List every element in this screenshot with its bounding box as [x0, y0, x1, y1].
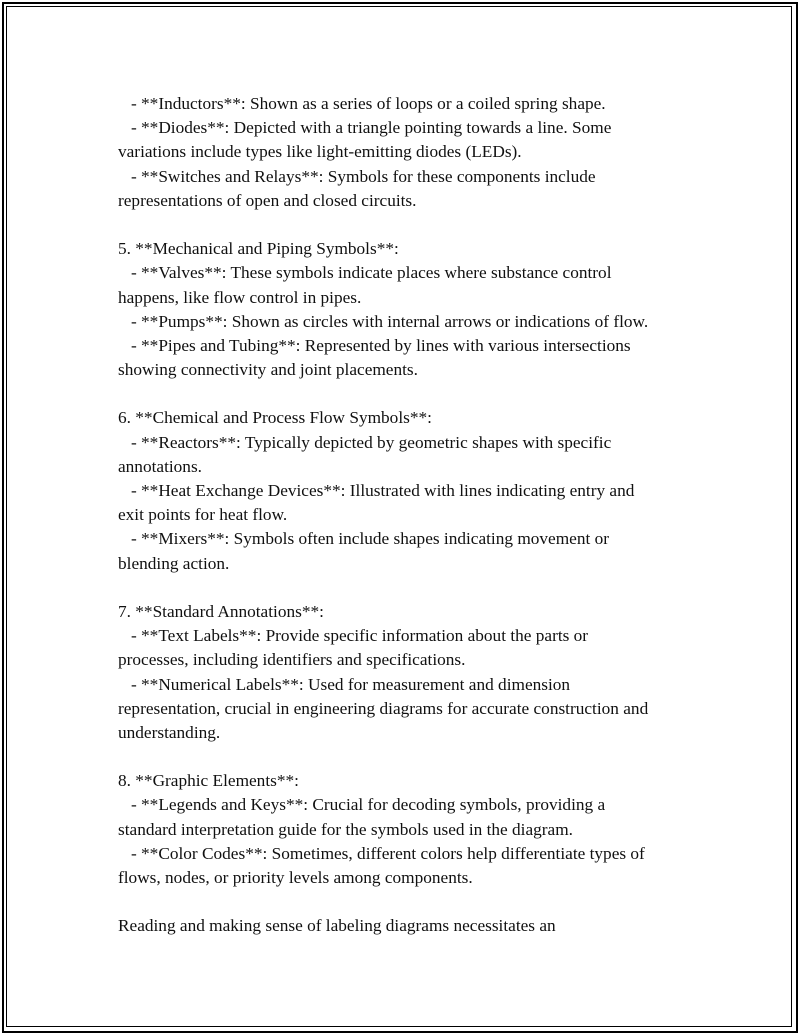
- text-line: representations of open and closed circuits.: [118, 190, 417, 210]
- text-line: processes, including identifiers and specifications.: [118, 650, 466, 670]
- text-line: happens, like flow control in pipes.: [118, 287, 362, 307]
- text-line: variations include types like light-emitting diodes (LEDs).: [118, 142, 522, 162]
- text-line: - **Valves**: These symbols indicate places where substance control: [118, 263, 612, 283]
- text-line: showing connectivity and joint placements.: [118, 360, 418, 380]
- blank-line: [118, 213, 698, 237]
- section-heading: 6. **Chemical and Process Flow Symbols**:: [118, 408, 432, 428]
- text-line: blending action.: [118, 553, 230, 573]
- text-line: - **Pumps**: Shown as circles with internal arrows or indications of flow.: [118, 311, 649, 331]
- blank-line: [118, 890, 698, 914]
- text-line: annotations.: [118, 456, 202, 476]
- document-body: [118, 92, 698, 939]
- text-line: exit points for heat flow.: [118, 505, 288, 525]
- text-line: - **Color Codes**: Sometimes, different colors help differentiate types of: [118, 843, 645, 863]
- section-heading: 8. **Graphic Elements**:: [118, 771, 299, 791]
- text-line: - **Diodes**: Depicted with a triangle pointing towards a line. Some: [118, 118, 612, 138]
- closing-paragraph: Reading and making sense of labeling diagrams necessitates an: [118, 916, 556, 936]
- text-line: - **Reactors**: Typically depicted by geometric shapes with specific: [118, 432, 612, 452]
- section-heading: 7. **Standard Annotations**:: [118, 601, 324, 621]
- text-line: standard interpretation guide for the symbols used in the diagram.: [118, 819, 573, 839]
- section-heading: 5. **Mechanical and Piping Symbols**:: [118, 239, 399, 259]
- text-line: - **Numerical Labels**: Used for measurement and dimension: [118, 674, 571, 694]
- text-line: flows, nodes, or priority levels among components.: [118, 868, 473, 887]
- text-line: - **Legends and Keys**: Crucial for decoding symbols, providing a: [118, 795, 606, 815]
- text-line: representation, crucial in engineering diagrams for accurate construction and: [118, 698, 649, 718]
- text-line: - **Pipes and Tubing**: Represented by lines with various intersections: [118, 335, 631, 355]
- text-line: - **Text Labels**: Provide specific information about the parts or: [118, 626, 589, 646]
- blank-line: [118, 382, 698, 406]
- blank-line: [118, 745, 698, 769]
- text-line: - **Switches and Relays**: Symbols for these components include: [118, 166, 596, 186]
- text-line: understanding.: [118, 722, 221, 742]
- text-line: - **Heat Exchange Devices**: Illustrated with lines indicating entry and: [118, 481, 635, 500]
- blank-line: [118, 576, 698, 600]
- text-line: - **Inductors**: Shown as a series of loops or a coiled spring shape.: [118, 94, 606, 113]
- text-line: - **Mixers**: Symbols often include shapes indicating movement or: [118, 529, 609, 549]
